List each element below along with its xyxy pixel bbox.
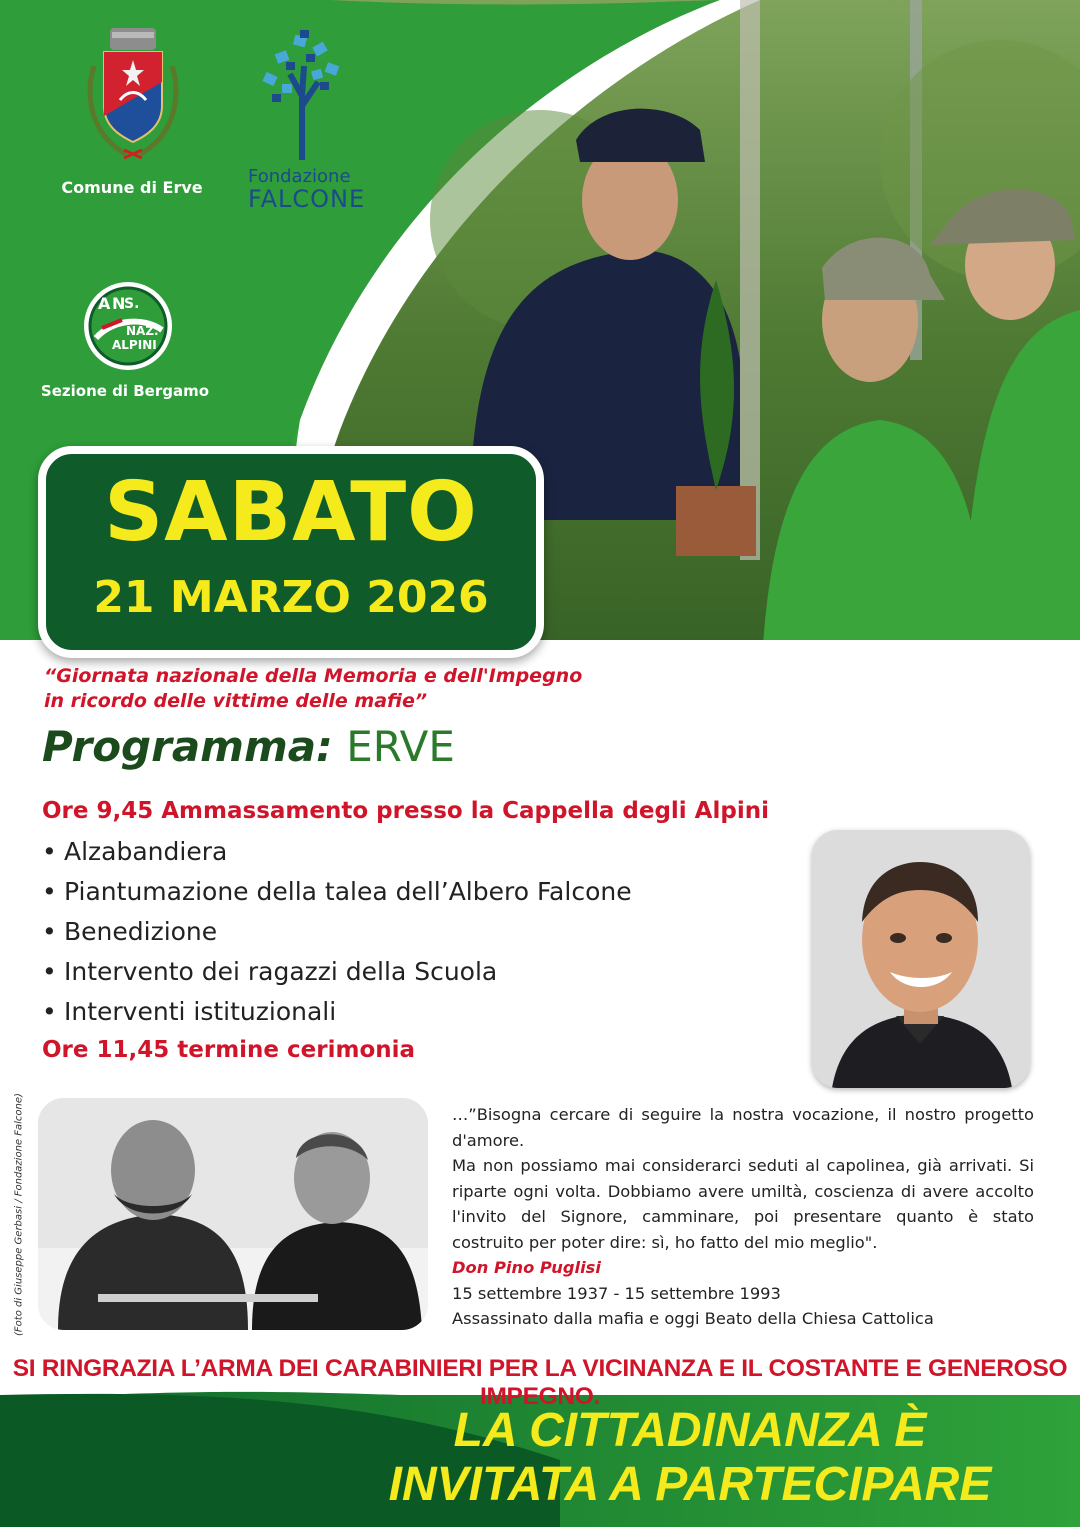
- alpini-badge-s: S.: [124, 296, 140, 312]
- puglisi-portrait: [812, 830, 1030, 1088]
- list-item-text: Benedizione: [64, 917, 218, 946]
- programma-heading: [42, 722, 455, 771]
- list-item-text: Intervento dei ragazzi della Scuola: [64, 957, 498, 986]
- falcone-label: FALCONE: [248, 184, 366, 213]
- quote-author: Don Pino Puglisi: [452, 1258, 601, 1277]
- alpini-badge-a: A: [98, 294, 111, 313]
- programma-list: [42, 836, 632, 1036]
- bullet-icon: •: [42, 877, 57, 906]
- thanks-banner: SI RINGRAZIA L’ARMA DEI CARABINIERI PER LA VICINANZA E IL COSTANTE E GENEROSO IMPEGNO.: [12, 1355, 1068, 1410]
- fondazione-label: Fondazione: [248, 166, 351, 187]
- photo-credit: [10, 1093, 28, 1336]
- event-date-box: [38, 446, 544, 658]
- programma-start-time: Ore 9,45 Ammassamento presso la Cappella degli Alpini: [42, 798, 769, 824]
- event-subtitle-line1: “Giornata nazionale della Memoria e dell'Impegno: [44, 665, 583, 687]
- quote-text-1: …”Bisogna cercare di seguire la nostra vocazione, il nostro progetto d'amore.: [452, 1105, 1034, 1150]
- fondazione-falcone-logo-text: [248, 168, 378, 212]
- bullet-icon: •: [42, 917, 57, 946]
- puglisi-quote: [452, 1102, 1034, 1332]
- list-item: [42, 956, 632, 996]
- invite-line1: LA CITTADINANZA È: [453, 1404, 927, 1457]
- programma-place: ERVE: [346, 722, 455, 771]
- alpini-section-caption: Sezione di Bergamo: [40, 382, 210, 400]
- event-subtitle: [44, 664, 664, 714]
- quote-text-2: Ma non possiamo mai considerarci seduti al capolinea, già arrivati. Si riparte ogni volta. Dobbiamo avere umiltà, coscienza di avere accolto l'invito del Signore, camminare, poi presentare quanto è stato costruito per poter dire: sì, ho fatto del mio meglio".: [452, 1156, 1034, 1252]
- falcone-borsellino-photo: [38, 1098, 428, 1330]
- list-item-text: Alzabandiera: [64, 837, 228, 866]
- list-item: [42, 876, 632, 916]
- invite-line2: INVITATA A PARTECIPARE: [388, 1458, 992, 1511]
- event-subtitle-line2: in ricordo delle vittime delle mafie”: [44, 690, 428, 712]
- alpini-badge-n: N: [112, 294, 126, 313]
- comune-erve-caption: Comune di Erve: [61, 178, 203, 197]
- event-date: 21 MARZO 2026: [93, 572, 489, 623]
- quote-note: Assassinato dalla mafia e oggi Beato della Chiesa Cattolica: [452, 1309, 934, 1328]
- alpini-badge: [82, 280, 174, 372]
- bullet-icon: •: [42, 957, 57, 986]
- invite-banner: [340, 1404, 1040, 1512]
- comune-erve-crest-icon: [80, 26, 186, 164]
- alpini-badge-naz: NAZ.: [126, 324, 159, 338]
- alpini-badge-alpini: ALPINI: [112, 338, 157, 352]
- falcone-borsellino-photo-image: [38, 1098, 428, 1330]
- programma-label: Programma:: [42, 722, 333, 771]
- bullet-icon: •: [42, 837, 57, 866]
- photo-credit-text: (Foto di Giuseppe Gerbasi / Fondazione Falcone): [13, 1093, 25, 1336]
- list-item: [42, 996, 632, 1036]
- list-item-text: Interventi istituzionali: [64, 997, 337, 1026]
- list-item-text: Piantumazione della talea dell’Albero Falcone: [64, 877, 632, 906]
- event-day: SABATO: [104, 465, 478, 560]
- bullet-icon: •: [42, 997, 57, 1026]
- list-item: [42, 916, 632, 956]
- list-item: [42, 836, 632, 876]
- programma-end-time: Ore 11,45 termine cerimonia: [42, 1037, 416, 1063]
- puglisi-portrait-image: [812, 830, 1030, 1088]
- falcone-tree-icon: [256, 26, 352, 160]
- quote-dates: 15 settembre 1937 - 15 settembre 1993: [452, 1283, 781, 1303]
